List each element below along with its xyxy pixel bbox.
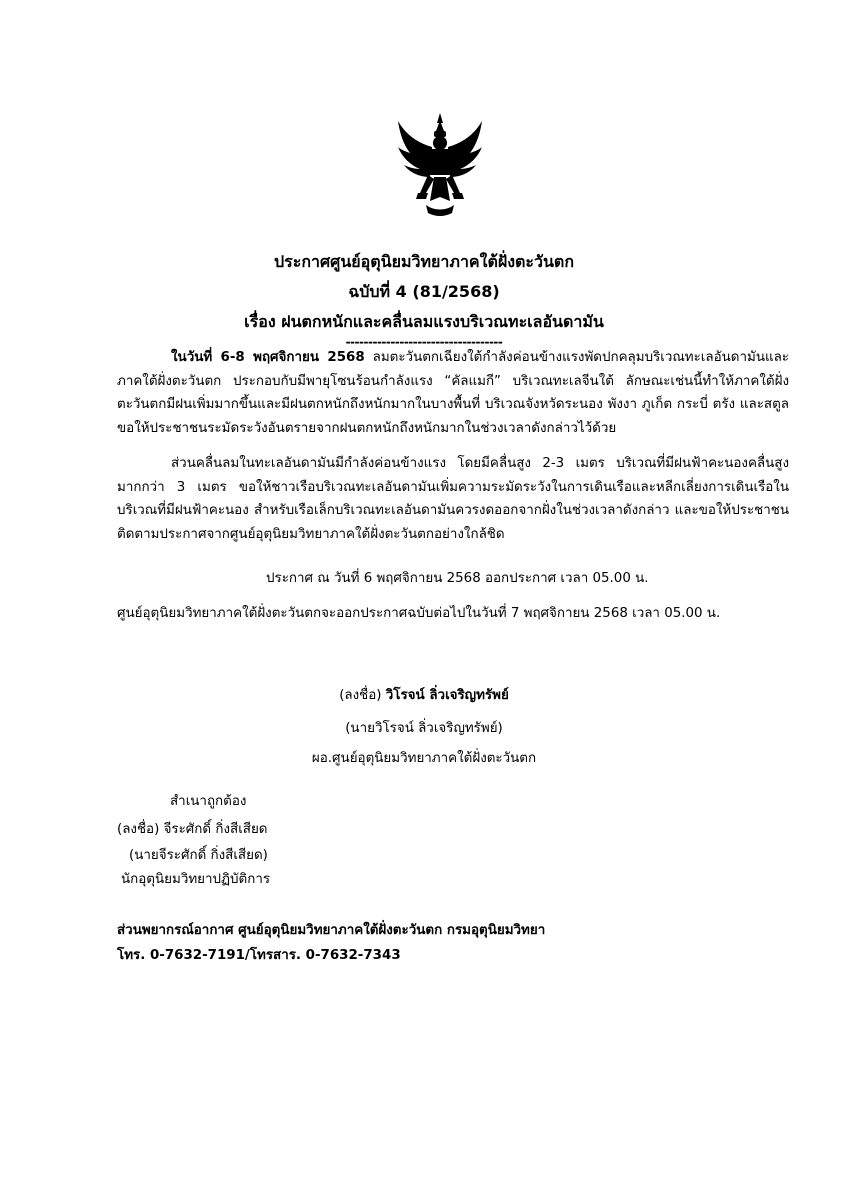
announcement-subject: เรื่อง ฝนตกหนักและคลื่นลมแรงบริเวณทะเลอันดามัน [244,312,604,331]
date-range-lead: ในวันที่ 6-8 พฤศจิกายน 2568 [171,350,365,365]
body-paragraph-2: ส่วนคลื่นลมในทะเลอันดามันมีกำลังค่อนข้างแรง โดยมีคลื่นสูง 2-3 เมตร บริเวณที่มีฝนฟ้าคะนองคลื่นสูงมากกว่า 3 เมตร ขอให้ชาวเรือบริเวณทะเลอันดามันเพิ่มความระมัดระวังในการเดินเรือและหลีกเลี่ยงการเดินเรือในบริเวณที่มีฝนฟ้าคะนอง สำหรับเรือเล็กบริเวณทะเลอันดามันควรงดออกจากฝั่งในช่วงเวลาดังกล่าว และขอให้ประชาชนติดตามประกาศจากศูนย์อุตุนิยมวิทยาภาคใต้ฝั่งตะวันตกอย่างใกล้ชิด [117,456,789,542]
signer-name: วิโรจน์ ลิ่วเจริญทรัพย์ [385,688,509,703]
copy-full-name: (นายจีระศักดิ์ กิ่งสีเสียด) [129,848,268,863]
certified-copy-label: สำเนาถูกต้อง [170,794,247,809]
paragraph-1-text: ลมตะวันตกเฉียงใต้กำลังค่อนข้างแรงพัดปกคลุมบริเวณทะเลอันดามันและภาคใต้ฝั่งตะวันตก ประกอบกับมีพายุโซนร้อนกำลังแรง “คัลแมกี” บริเวณทะเลจีนใต้ ลักษณะเช่นนี้ทำให้ภาคใต้ฝั่งตะวันตกมีฝนเพิ่มมากขึ้นและมีฝนตกหนักถึงหนักมากในบางพื้นที่ บริเวณจังหวัดระนอง พังงา ภูเก็ต กระบี่ ตรัง และสตูล ขอให้ประชาชนระมัดระวังอันตรายจากฝนตกหนักถึงหนักมากในช่วงเวลาดังกล่าวไว้ด้วย [117,350,790,436]
footer-organization: ส่วนพยากรณ์อากาศ ศูนย์อุตุนิยมวิทยาภาคใต้ฝั่งตะวันตก กรมอุตุนิยมวิทยา [117,923,546,938]
signer-position: ผอ.ศูนย์อุตุนิยมวิทยาภาคใต้ฝั่งตะวันตก [311,751,537,766]
announcement-title: ประกาศศูนย์อุตุนิยมวิทยาภาคใต้ฝั่งตะวันตก [274,252,574,271]
footer-contact: โทร. 0-7632-7191/โทรสาร. 0-7632-7343 [117,948,401,963]
separator-line: ----------------------------------- [345,335,503,349]
copy-position: นักอุตุนิยมวิทยาปฏิบัติการ [121,872,271,887]
garuda-emblem-icon [396,113,484,217]
announcement-date: ประกาศ ณ วันที่ 6 พฤศจิกายน 2568 ออกประกาศ เวลา 05.00 น. [266,571,649,586]
next-issue-notice: ศูนย์อุตุนิยมวิทยาภาคใต้ฝั่งตะวันตกจะออกประกาศฉบับต่อไปในวันที่ 7 พฤศจิกายน 2568 เวลา 05.00 น. [117,606,721,621]
signature-line [0,686,848,706]
signer-full-name: (นายวิโรจน์ ลิ่วเจริญทรัพย์) [345,721,503,736]
copy-signed-line: (ลงชื่อ) จีระศักดิ์ กิ่งสีเสียด [117,822,268,837]
issue-number: ฉบับที่ 4 (81/2568) [348,282,500,301]
body-paragraph-1 [117,346,789,440]
signed-prefix: (ลงชื่อ) [339,688,386,703]
